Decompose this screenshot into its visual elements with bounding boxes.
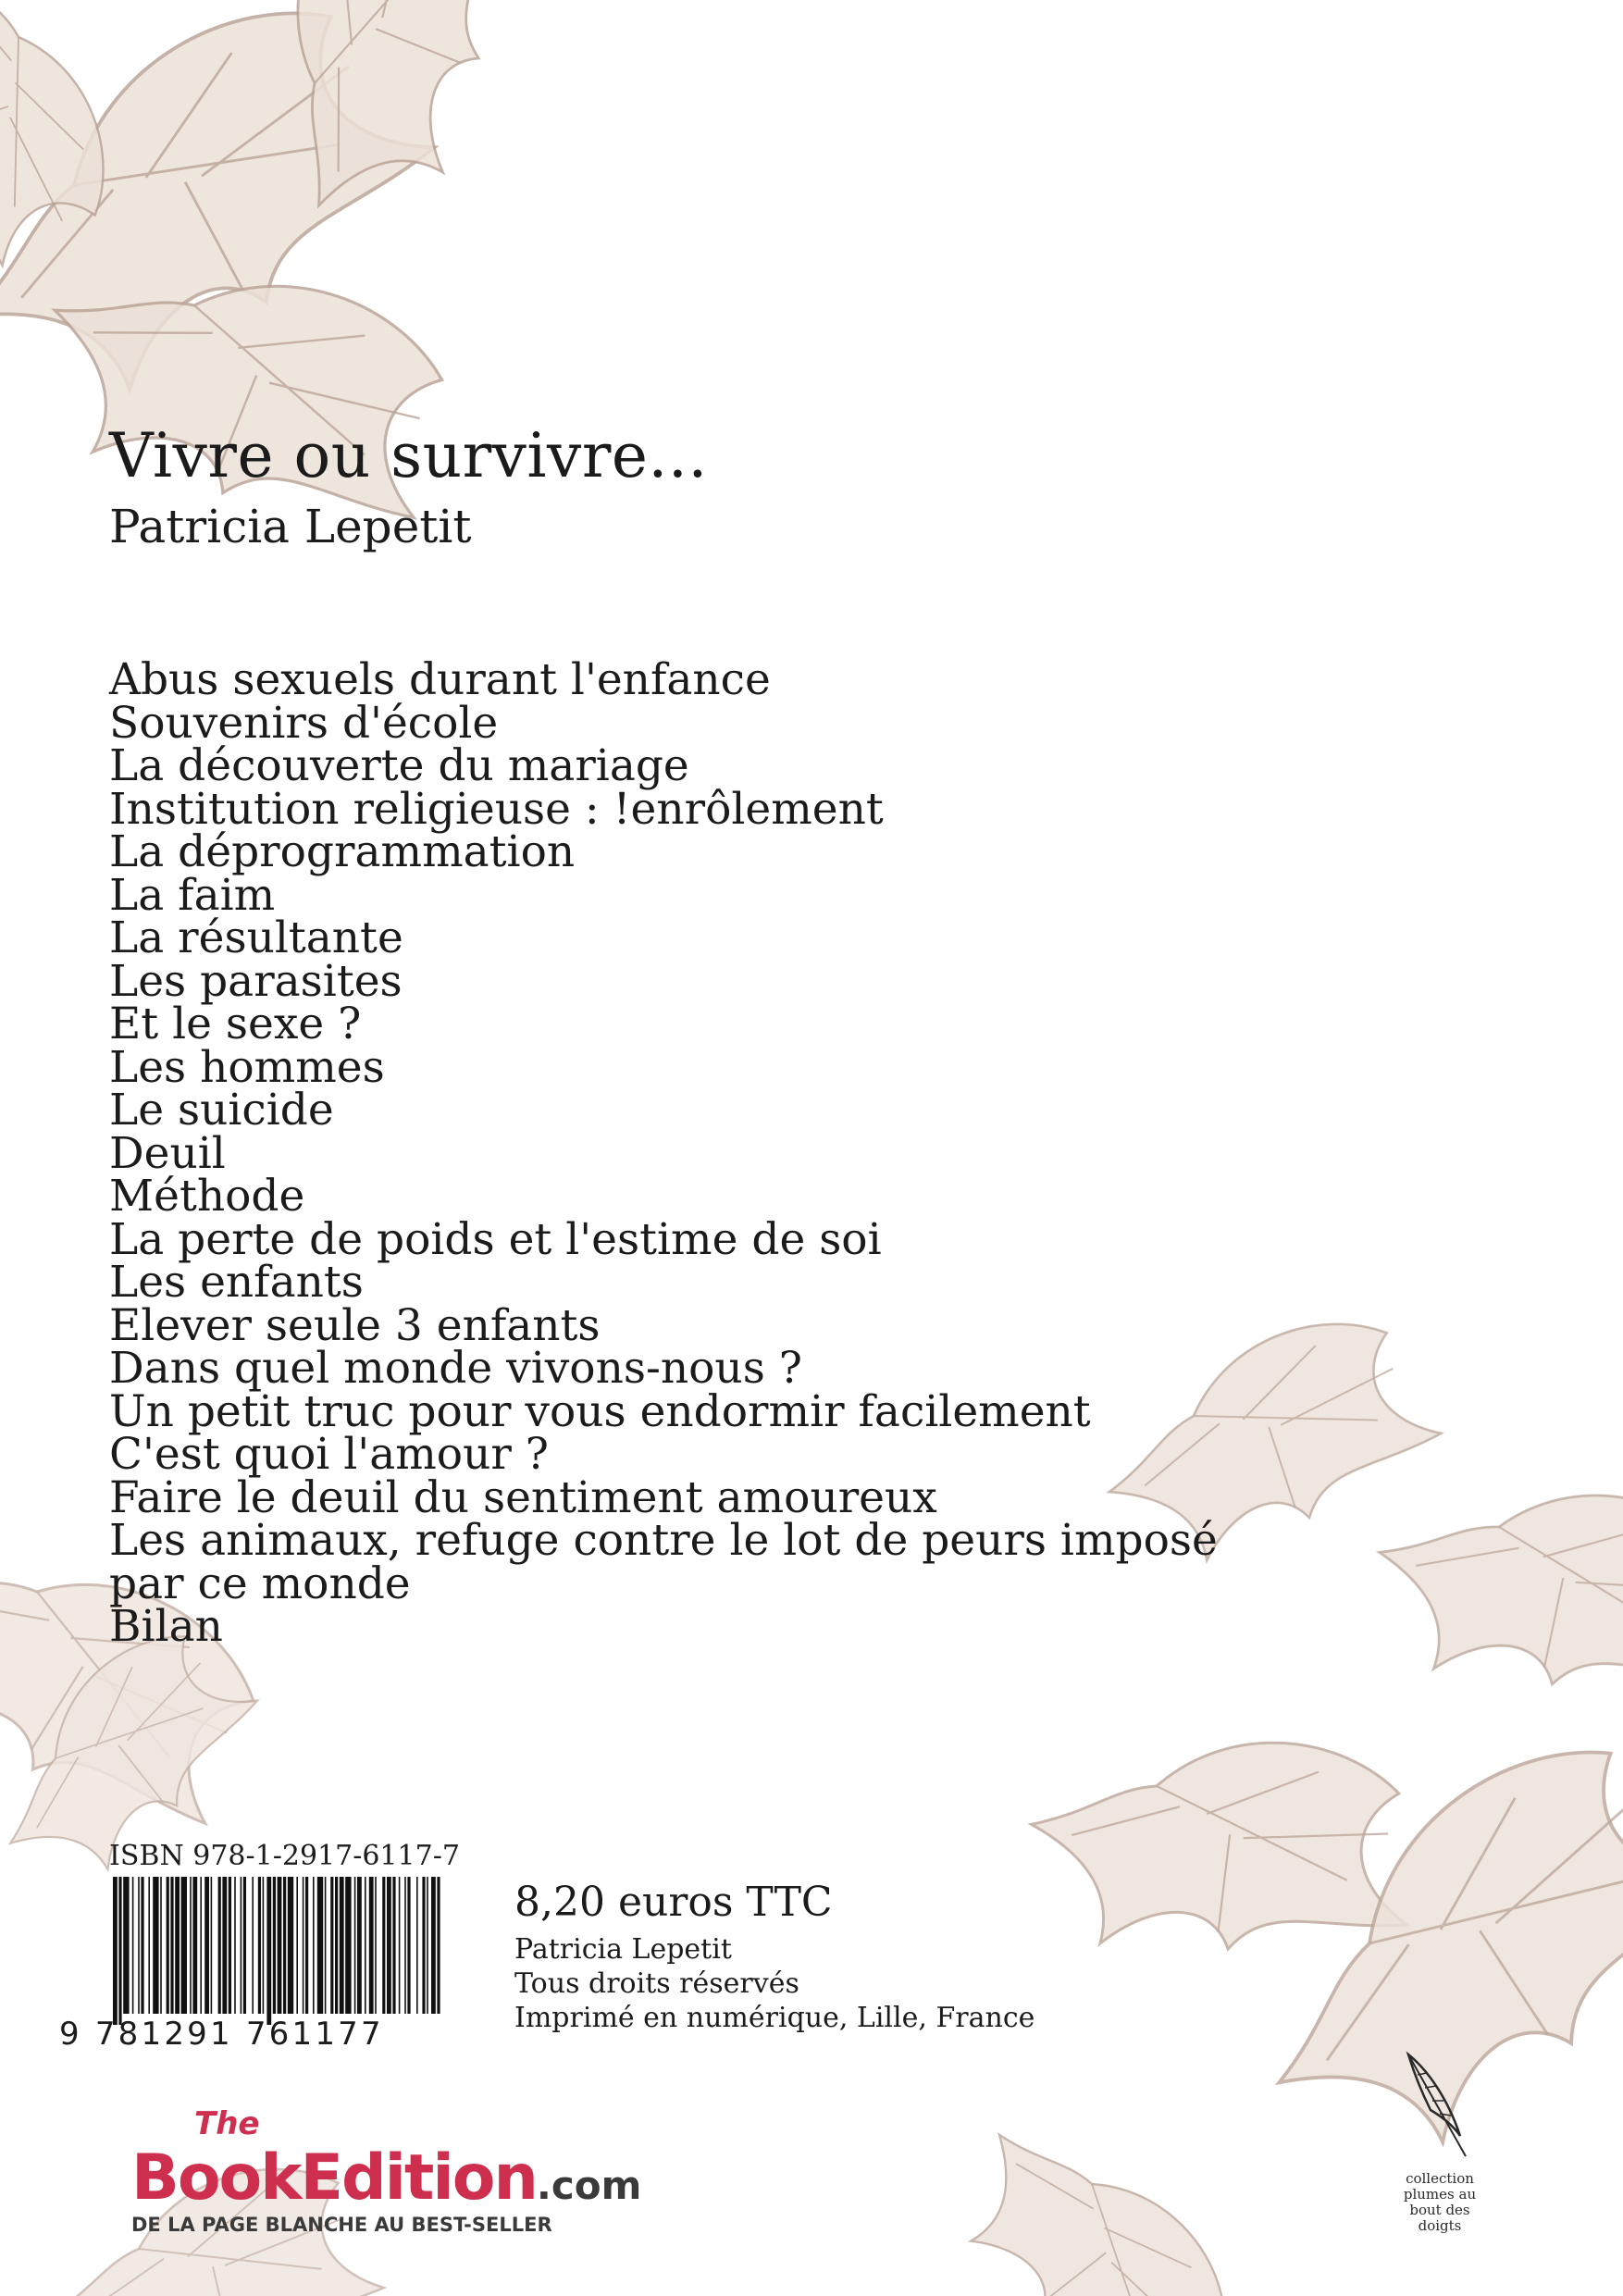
- toc-item: Souvenirs d'école: [109, 697, 499, 749]
- barcode-bar: [123, 1877, 129, 2014]
- author-line: Patricia Lepetit: [514, 1933, 732, 1966]
- barcode-bar: [258, 1877, 261, 2014]
- barcode-bar: [317, 1877, 323, 2014]
- leaf-bottom-right: [932, 1682, 1623, 2296]
- barcode-bar: [132, 1877, 134, 2014]
- barcode-bar: [313, 1877, 315, 2014]
- toc-item: Deuil: [109, 1127, 226, 1179]
- barcode-bar: [181, 1877, 187, 2014]
- barcode-bar: [278, 1877, 282, 2014]
- publisher-logo: [131, 2105, 650, 2240]
- toc-item: La déprogrammation: [109, 826, 576, 877]
- book-author: Patricia Lepetit: [109, 500, 472, 553]
- barcode-bar: [153, 1877, 158, 2014]
- toc-item: La perte de poids et l'estime de soi: [109, 1213, 882, 1265]
- barcode-bar: [192, 1877, 197, 2014]
- barcode-bar: [288, 1877, 293, 2014]
- barcode-bar: [416, 1877, 418, 2014]
- barcode-bar: [190, 1877, 192, 2014]
- barcode-bar: [303, 1877, 304, 2014]
- book-title: Vivre ou survivre...: [109, 420, 708, 492]
- barcode-bar: [404, 1877, 406, 2014]
- barcode-bar: [263, 1877, 265, 2014]
- barcode-bar: [234, 1877, 236, 2014]
- toc-item: Et le sexe ?: [109, 999, 362, 1049]
- toc-item: Méthode: [109, 1171, 305, 1222]
- collection-line: plumes au: [1403, 2186, 1477, 2203]
- barcode: [109, 1877, 453, 2025]
- barcode-bar: [283, 1877, 286, 2014]
- barcode-bar: [211, 1877, 213, 2014]
- barcode-bar: [266, 1877, 271, 2025]
- toc-item: Les enfants: [109, 1257, 364, 1308]
- barcode-bar: [218, 1877, 221, 2014]
- barcode-bar: [175, 1877, 180, 2014]
- price: 8,20 euros TTC: [514, 1879, 833, 1926]
- barcode-bar: [431, 1877, 436, 2014]
- toc-item: Les parasites: [109, 955, 403, 1007]
- collection-line: bout des: [1409, 2202, 1470, 2218]
- barcode-bar: [305, 1877, 308, 2014]
- barcode-bar: [296, 1877, 298, 2014]
- barcode-bar: [357, 1877, 362, 2014]
- barcode-bar: [392, 1877, 395, 2014]
- publication-info: [514, 1932, 1035, 2035]
- barcode-bar: [167, 1877, 169, 2014]
- barcode-bar: [141, 1877, 143, 2014]
- toc-item: Abus sexuels durant l'enfance: [109, 654, 771, 705]
- barcode-bar: [340, 1877, 344, 2014]
- barcode-bar: [148, 1877, 150, 2014]
- barcode-bar: [427, 1877, 428, 2014]
- logo-tagline: DE LA PAGE BLANCHE AU BEST-SELLER: [131, 2214, 552, 2236]
- barcode-bar: [369, 1877, 374, 2014]
- collection-line: collection: [1406, 2170, 1474, 2187]
- toc-item: Faire le deuil du sentiment amoureux: [109, 1471, 937, 1523]
- barcode-bar: [222, 1877, 227, 2014]
- barcode-bar: [118, 1877, 121, 2025]
- rights-line: Tous droits réservés: [514, 1967, 799, 2000]
- barcode-bar: [375, 1877, 377, 2014]
- barcode-bar: [113, 1877, 118, 2025]
- toc-item: Bilan: [109, 1601, 223, 1652]
- toc-item: Le suicide: [109, 1085, 334, 1136]
- isbn-label: ISBN 978-1-2917-6117-7: [109, 1840, 460, 1872]
- toc-item: Institution religieuse : !enrôlement: [109, 783, 884, 835]
- barcode-bar: [252, 1877, 254, 2014]
- collection-label: [1386, 2171, 1493, 2234]
- logo-the: The: [194, 2105, 260, 2142]
- barcode-bar: [345, 1877, 351, 2014]
- barcode-bar: [335, 1877, 338, 2014]
- barcode-bar: [325, 1877, 327, 2014]
- toc-item: Les animaux, refuge contre le lot de peurs imposé: [109, 1515, 1218, 1566]
- barcode-bar: [273, 1877, 276, 2014]
- logo-name: BookEdition: [131, 2141, 537, 2215]
- logo-wordmark: [131, 2141, 641, 2215]
- table-of-contents: [109, 654, 1218, 1652]
- toc-item: La découverte du mariage: [109, 740, 689, 791]
- barcode-bar: [241, 1877, 242, 2014]
- barcode-bar: [204, 1877, 209, 2014]
- toc-item: La résultante: [109, 912, 403, 963]
- collection-line: doigts: [1418, 2217, 1462, 2234]
- barcode-bar: [365, 1877, 366, 2014]
- toc-item: Dans quel monde vivons-nous ?: [109, 1343, 802, 1394]
- barcode-bar: [407, 1877, 410, 2014]
- barcode-bar: [399, 1877, 401, 2014]
- barcode-bar: [138, 1877, 140, 2014]
- barcode-bar: [243, 1877, 246, 2014]
- barcode-bar: [382, 1877, 385, 2014]
- barcode-bar: [437, 1877, 440, 2014]
- barcode-bar: [330, 1877, 333, 2014]
- toc-item: Elever seule 3 enfants: [109, 1299, 601, 1351]
- barcode-bar: [200, 1877, 202, 2014]
- logo-domain: .com: [536, 2163, 642, 2208]
- toc-item: Un petit truc pour vous endormir facilement: [109, 1385, 1091, 1437]
- toc-item: C'est quoi l'amour ?: [109, 1429, 549, 1480]
- barcode-bar: [170, 1877, 173, 2014]
- toc-item: La faim: [109, 869, 276, 921]
- feather-icon: [1399, 2051, 1473, 2162]
- barcode-bar: [229, 1877, 231, 2014]
- barcode-bar: [160, 1877, 162, 2014]
- barcode-bar: [422, 1877, 425, 2014]
- printed-line: Imprimé en numérique, Lille, France: [514, 2002, 1035, 2034]
- toc-item: par ce monde: [109, 1558, 411, 1609]
- barcode-bar: [354, 1877, 356, 2014]
- barcode-digits: 9 781291 761177: [59, 2016, 384, 2053]
- toc-item: Les hommes: [109, 1041, 385, 1093]
- barcode-bar: [387, 1877, 391, 2014]
